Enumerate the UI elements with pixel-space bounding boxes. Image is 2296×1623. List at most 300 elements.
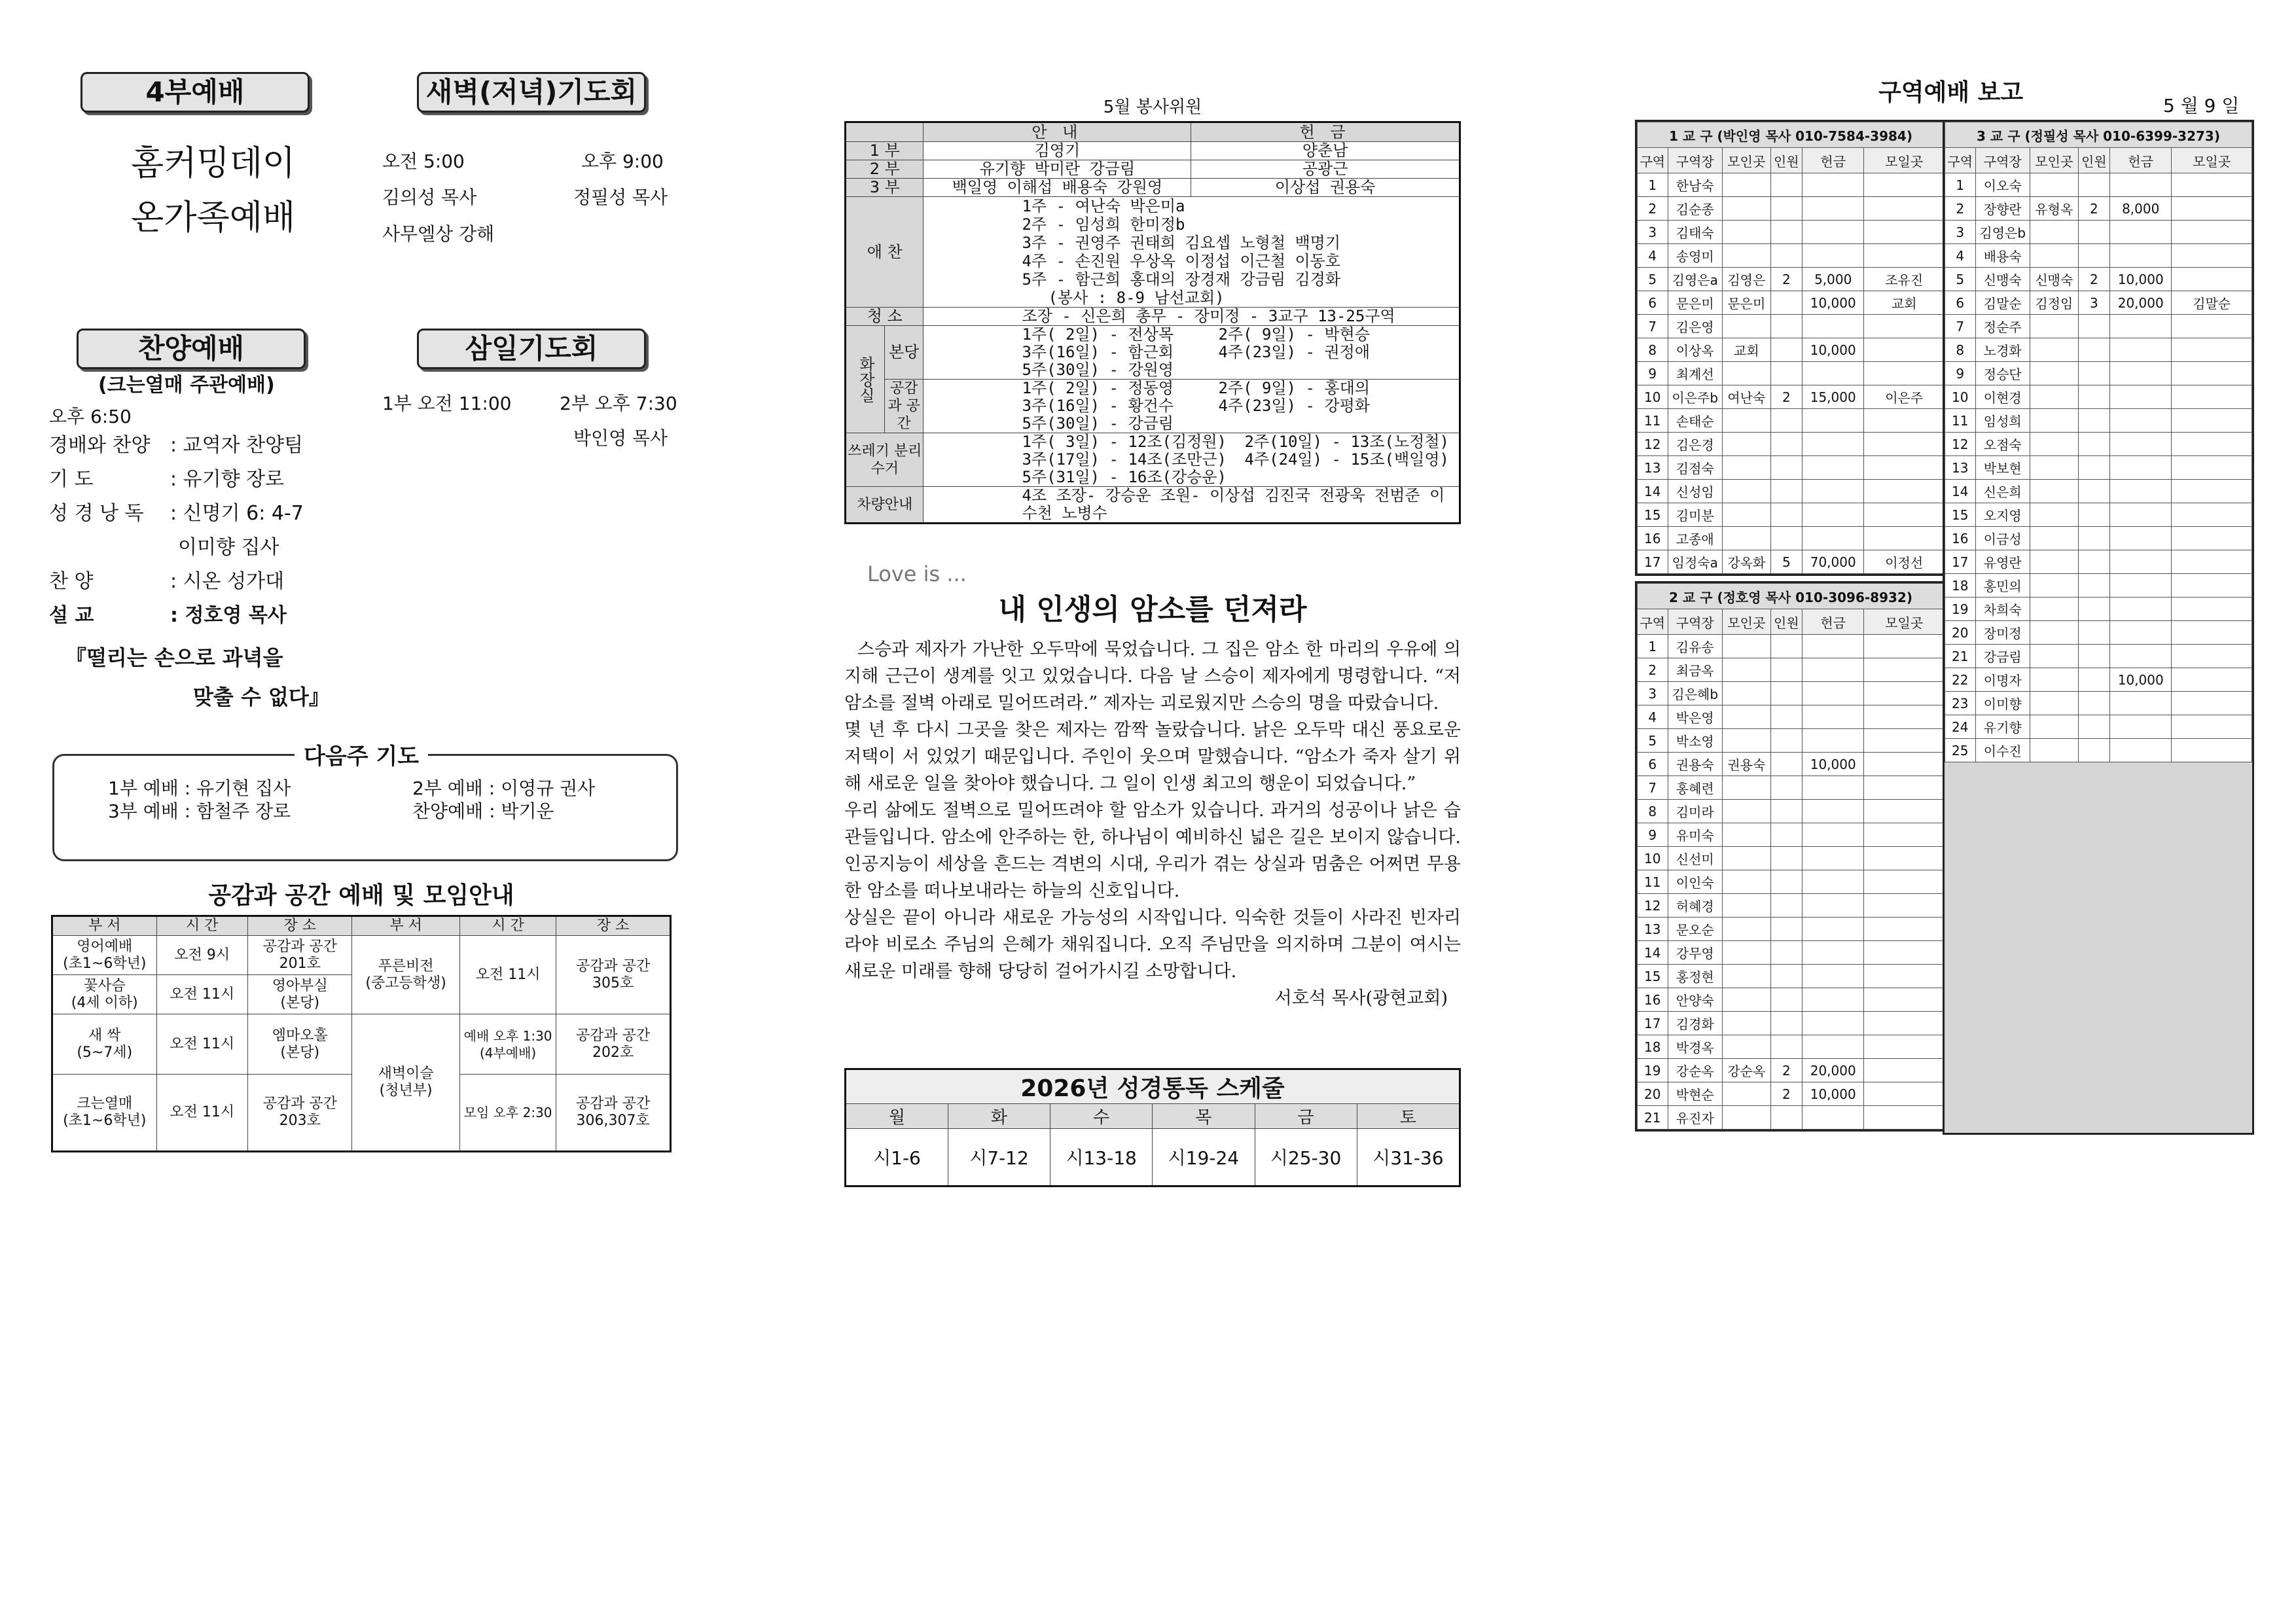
next-place: 교회 [1864,291,1945,315]
leader-name: 권용숙 [1668,753,1722,776]
table-row [1638,918,1945,941]
attendance [2078,315,2109,338]
leader-name: 문은미 [1668,291,1722,315]
offering-cell: 공광근 [1191,160,1460,179]
praise-item: 성 경 낭 독 : 신명기 6: 4-7 [49,502,304,525]
wednesday-time1: 1부 오전 11:00 [382,393,512,414]
header-cell: 장 소 [248,916,352,936]
header-cell: 모인곳 [2030,148,2078,173]
table-row [1945,221,2252,244]
guide-cell: 김영기 [924,142,1191,160]
district-number: 5 [1945,268,1976,291]
attendance [1770,480,1802,503]
meeting-place [1722,941,1770,965]
leader-name: 홍혜련 [1668,776,1722,800]
offering [1803,1106,1864,1130]
leader-name: 정승단 [1975,362,2030,385]
part-label: 3 부 [846,179,924,197]
table-row [1638,433,1945,456]
attendance [2078,362,2109,385]
attendance [2078,621,2109,645]
meeting-place: 김정임 [2030,291,2078,315]
table-row [1638,965,1945,988]
table-row [1638,362,1945,385]
offering [2110,362,2172,385]
essay-title: 내 인생의 암소를 던져라 [998,593,1307,626]
table-row [1638,480,1945,503]
next-place [2172,338,2252,362]
next-place [2172,480,2252,503]
meeting-place [1722,988,1770,1012]
table-row [1945,480,2252,503]
next-place [2172,527,2252,550]
next-place [1864,456,1945,480]
clean-cell: 조장 - 신은희 총무 - 장미정 - 3교구 13-25구역 [924,308,1460,326]
table-row [1945,362,2252,385]
district-number: 19 [1945,597,1976,621]
next-place [1864,635,1945,658]
dawn-extra: 사무엘상 강해 [382,223,495,245]
attendance [1770,315,1802,338]
next-place [2172,645,2252,668]
attendance: 3 [2078,291,2109,315]
offering [1803,244,1864,268]
leader-name: 이은주b [1668,385,1722,409]
district-number: 7 [1945,315,1976,338]
offering [2110,456,2172,480]
dawn-title: 새벽(저녁)기도회 [417,72,646,113]
table-row [1638,221,1945,244]
district-number: 8 [1638,800,1668,823]
table-row [1638,173,1945,197]
next-place [1864,503,1945,527]
next-place [2172,268,2252,291]
district-number: 11 [1638,409,1668,433]
table-row [1638,456,1945,480]
attendance [1770,338,1802,362]
header-cell: 헌금 [2110,148,2172,173]
header-cell: 인원 [1770,148,1802,173]
table-row [1638,1106,1945,1130]
meeting-time: 오전 11시 [156,1075,247,1152]
attendance [1770,362,1802,385]
leader-name: 송영미 [1668,244,1722,268]
header-cell: 부 서 [352,916,459,936]
header-cell: 모인곳 [1722,148,1770,173]
meeting-place [1722,1082,1770,1106]
leader-name: 유미숙 [1668,823,1722,847]
meeting-place [1722,433,1770,456]
table-row [1945,291,2252,315]
attendance [1770,965,1802,988]
meeting-place: 교회 [1722,338,1770,362]
header-cell: 인원 [1770,609,1802,635]
district-number: 1 [1945,173,1976,197]
offering [1803,870,1864,894]
offering: 20,000 [2110,291,2172,315]
leader-name: 이금성 [1975,527,2030,550]
district-number: 11 [1945,409,1976,433]
table-row [1945,268,2252,291]
leader-name: 김미라 [1668,800,1722,823]
leader-name: 김영은b [1975,221,2030,244]
choir-label: 애 찬 [846,197,924,308]
praise-time: 오후 6:50 [49,406,132,427]
meeting-place [2030,362,2078,385]
wednesday-title: 삼일기도회 [417,329,646,369]
meeting-place: 엠마오홀 (본당) [248,1014,352,1075]
leader-name: 김말순 [1975,291,2030,315]
offering: 10,000 [1803,1082,1864,1106]
district-number: 20 [1945,621,1976,645]
leader-name: 이오숙 [1975,173,2030,197]
offering: 15,000 [1803,385,1864,409]
attendance [2078,550,2109,574]
leader-name: 이현경 [1975,385,2030,409]
next-prayer-item: 3부 예배 : 함철주 장로 [108,800,291,822]
district2-table [1637,583,1945,1130]
district-caption-row [1945,122,2252,148]
meeting-place: 공감과 공간 201호 [248,936,352,975]
attendance: 2 [1770,268,1802,291]
table-row [1638,847,1945,870]
essay-paragraph: 스승과 제자가 가난한 오두막에 묵었습니다. 그 집은 암소 한 마리의 우유에 의지해 근근이 생계를 잇고 있었습니다. 다음 날 스승이 제자에게 명령합니다. “저 암소를 절벽 아래로 밀어뜨려라.” 제자는 괴로웠지만 스승의 명을 따랐습니다. [844,639,1461,713]
offering: 10,000 [1803,338,1864,362]
district-number: 12 [1638,894,1668,918]
leader-name: 김순종 [1668,197,1722,221]
meeting-dept: 크는열매 (초1~6학년) [52,1075,157,1152]
district-number: 3 [1945,221,1976,244]
district-number: 2 [1638,197,1668,221]
district-number: 10 [1638,847,1668,870]
offering [2110,409,2172,433]
offering [1803,823,1864,847]
leader-name: 이수진 [1975,739,2030,762]
district-number: 15 [1638,965,1668,988]
next-place [2172,385,2252,409]
meeting-place [1722,221,1770,244]
offering [1803,635,1864,658]
header-cell: 모일곳 [1864,609,1945,635]
header-cell: 구역 [1945,148,1976,173]
meeting-place [2030,692,2078,715]
offering [1803,894,1864,918]
table-row [1638,1035,1945,1059]
leader-name: 문오순 [1668,918,1722,941]
next-place [2172,739,2252,762]
praise-item: 이미향 집사 [178,536,279,559]
next-place: 김말순 [2172,291,2252,315]
table-row [1638,291,1945,315]
district-number: 8 [1945,338,1976,362]
meeting-place: 영아부실 (본당) [248,975,352,1014]
meeting-place: 문은미 [1722,291,1770,315]
table-row [1638,338,1945,362]
district-caption-row [1638,122,1945,148]
meeting-place [2030,645,2078,668]
offering [2110,527,2172,550]
trash-list: 1주( 3일) - 12조(김정원) 2주(10일) - 13조(노정철) 3주(17일) - 14조(조만근) 4주(24일) - 15조(백일영) 5주(31일) - 16조(강승운) [924,433,1460,487]
header-cell: 모일곳 [1864,148,1945,173]
table-row [1638,776,1945,800]
leader-name: 신은희 [1975,480,2030,503]
meeting-place: 공감과 공간 306,307호 [556,1075,671,1152]
offering [1803,197,1864,221]
table-row [1945,739,2252,762]
attendance [1770,658,1802,682]
meeting-place [1722,173,1770,197]
next-place [1864,988,1945,1012]
next-place [1864,433,1945,456]
next-prayer-item: 1부 예배 : 유기현 집사 [108,777,291,799]
header-cell: 구역장 [1668,148,1722,173]
meetings-table [51,915,672,1152]
leader-name: 박소영 [1668,729,1722,753]
next-place [2172,362,2252,385]
praise-item: 기 도 : 유기향 장로 [49,468,285,491]
leader-name: 차희숙 [1975,597,2030,621]
district-caption-row [1638,584,1945,609]
table-row [1638,268,1945,291]
table-row [1638,753,1945,776]
next-place [2172,244,2252,268]
leader-name: 김은영 [1668,315,1722,338]
dawn-leader2: 정필성 목사 [573,187,668,208]
parking-label: 차량안내 [846,487,924,524]
offering: 20,000 [1803,1059,1864,1082]
district-header-row [1945,148,2252,173]
offering [2110,433,2172,456]
district-number: 12 [1945,433,1976,456]
offering [1803,682,1864,705]
meeting-place [1722,456,1770,480]
offering [2110,597,2172,621]
header-cell: 장 소 [556,916,671,936]
next-place [1864,658,1945,682]
district-number: 17 [1945,550,1976,574]
guide-cell: 유기향 박미란 강금림 [924,160,1191,179]
leader-name: 강금림 [1975,645,2030,668]
district-number: 6 [1638,291,1668,315]
offering [1803,918,1864,941]
space-label: 공감과 공간 [884,380,924,433]
leader-name: 안양숙 [1668,988,1722,1012]
header-cell: 헌 금 [1191,122,1460,142]
dawn-time2: 오후 9:00 [581,151,664,172]
header-cell: 헌금 [1803,148,1864,173]
offering: 5,000 [1803,268,1864,291]
district-number: 16 [1945,527,1976,550]
header-cell: 인원 [2078,148,2109,173]
meeting-place: 신맹숙 [2030,268,2078,291]
praise-subtitle: (크는열매 주관예배) [98,374,275,397]
next-place [1864,1082,1945,1106]
district-number: 17 [1638,1012,1668,1035]
meeting-place [1722,729,1770,753]
essay-body [844,636,1461,1012]
bible-schedule-table [844,1068,1461,1187]
attendance [1770,433,1802,456]
meeting-place [2030,527,2078,550]
report-date: 5 월 9 일 [2163,95,2240,116]
meeting-place [1722,682,1770,705]
next-place [1864,847,1945,870]
reading-cell: 시25-30 [1255,1129,1357,1186]
meeting-time: 모임 오후 2:30 [459,1075,556,1152]
meeting-place [1722,480,1770,503]
attendance [1770,221,1802,244]
leader-name: 홍민의 [1975,574,2030,597]
meeting-time: 오전 11시 [459,936,556,1014]
attendance: 2 [2078,197,2109,221]
parking-cell: 4조 조장- 강승운 조원- 이상섭 김진국 전광욱 전범준 이수천 노병수 [924,487,1460,524]
meeting-place [1722,315,1770,338]
next-place [1864,244,1945,268]
meeting-place [2030,433,2078,456]
district-number: 24 [1945,715,1976,739]
meeting-place [2030,456,2078,480]
leader-name: 배용숙 [1975,244,2030,268]
next-place [1864,941,1945,965]
offering [2110,574,2172,597]
next-prayer-item: 찬양예배 : 박기운 [412,800,554,822]
essay-paragraph: 몇 년 후 다시 그곳을 찾은 제자는 깜짝 놀랐습니다. 낡은 오두막 대신 풍요로운 저택이 서 있었기 때문입니다. 주인이 웃으며 말했습니다. “암소가 죽자 살기 위해 새로운 일을 찾아야 했습니다. 그 일이 인생 최고의 행운이 되었습니다.” [844,720,1461,794]
next-place [1864,729,1945,753]
offering [1803,315,1864,338]
leader-name: 손태순 [1668,409,1722,433]
meeting-place [1722,362,1770,385]
district3 [1943,120,2254,1135]
essay-paragraph: 상실은 끝이 아니라 새로운 가능성의 시작입니다. 익숙한 것들이 사라진 빈자리라야 비로소 주님의 은혜가 채워집니다. 오직 주님만을 의지하며 그분이 여시는 새로운 미래를 향해 당당히 걸어가시길 소망합니다. [844,908,1461,982]
next-place [2172,173,2252,197]
next-place [2172,597,2252,621]
meeting-place [1722,503,1770,527]
district-number: 10 [1638,385,1668,409]
meeting-place [2030,385,2078,409]
meeting-place [2030,503,2078,527]
attendance [2078,221,2109,244]
next-place [2172,503,2252,527]
meeting-place: 강옥화 [1722,550,1770,574]
attendance [2078,385,2109,409]
leader-name: 장향란 [1975,197,2030,221]
attendance [1770,173,1802,197]
offering [2110,221,2172,244]
district-header-row [1638,148,1945,173]
table-row [1945,621,2252,645]
next-place [1864,753,1945,776]
meeting-place [1722,1106,1770,1130]
leader-name: 박보현 [1975,456,2030,480]
header-cell: 구역장 [1668,609,1722,635]
praise-item: 경배와 찬양 : 교역자 찬양팀 [49,434,304,457]
clean-label: 청 소 [846,308,924,326]
table-row [1945,433,2252,456]
attendance [2078,668,2109,692]
attendance [2078,173,2109,197]
offering [2110,244,2172,268]
offering [1803,362,1864,385]
praise-title: 찬양예배 [77,329,306,369]
leader-name: 김태숙 [1668,221,1722,244]
leader-name: 강순옥 [1668,1059,1722,1082]
attendance [1770,682,1802,705]
leader-name: 이상옥 [1668,338,1722,362]
table-row [1638,941,1945,965]
next-place [2172,668,2252,692]
header-cell: 안 내 [924,122,1191,142]
table-row [1638,705,1945,729]
district-number: 4 [1945,244,1976,268]
meeting-place [2030,221,2078,244]
leader-name: 한남숙 [1668,173,1722,197]
table-row [1945,692,2252,715]
table-row [1945,550,2252,574]
attendance [1770,729,1802,753]
meeting-place [2030,480,2078,503]
table-row [1945,338,2252,362]
meeting-place [1722,658,1770,682]
leader-name: 김경화 [1668,1012,1722,1035]
district-number: 2 [1638,658,1668,682]
part-label: 2 부 [846,160,924,179]
meeting-time: 예배 오후 1:30 (4부예배) [459,1014,556,1075]
next-place [2172,221,2252,244]
table-row [1945,527,2252,550]
district-header-row [1638,609,1945,635]
attendance [1770,894,1802,918]
attendance [2078,433,2109,456]
leader-name: 이명자 [1975,668,2030,692]
table-row [1638,409,1945,433]
next-place [1864,1059,1945,1082]
table-row [1638,635,1945,658]
offering [1803,480,1864,503]
next-place [2172,715,2252,739]
district-number: 6 [1945,291,1976,315]
offering: 10,000 [2110,668,2172,692]
attendance [1770,870,1802,894]
attendance [2078,244,2109,268]
leader-name: 김영은a [1668,268,1722,291]
leader-name: 허혜경 [1668,894,1722,918]
table-row [1945,244,2252,268]
header-cell: 부 서 [52,916,157,936]
dawn-time1: 오전 5:00 [382,151,465,172]
offering [1803,433,1864,456]
essay-paragraph: 우리 삶에도 절벽으로 밀어뜨려야 할 암소가 있습니다. 과거의 성공이나 낡은 습관들입니다. 암소에 안주하는 한, 하나님이 예비하신 넓은 길은 보이지 않습니다. 인공지능이 세상을 흔드는 격변의 시대, 우리가 겪는 상실과 멈춤은 어쩌면 무용한 암소를 떠나보내라는 하늘의 신호입니다. [844,800,1461,901]
offering: 10,000 [2110,268,2172,291]
district-number: 9 [1638,362,1668,385]
table-row [1638,800,1945,823]
meeting-place [1722,705,1770,729]
next-place [2172,197,2252,221]
meeting-place [2030,338,2078,362]
district1 [1635,120,1946,576]
next-place [1864,823,1945,847]
district-number: 16 [1638,988,1668,1012]
district-number: 7 [1638,776,1668,800]
offering [1803,221,1864,244]
next-place [1864,1106,1945,1130]
offering [1803,503,1864,527]
meeting-place [2030,597,2078,621]
table-row [1638,988,1945,1012]
bible-title: 2026년 성경통독 스케줄 [846,1069,1460,1104]
district-caption: 3 교 구 (정필성 목사 010-6399-3273) [1945,122,2252,148]
attendance [1770,1106,1802,1130]
table-row [1638,870,1945,894]
